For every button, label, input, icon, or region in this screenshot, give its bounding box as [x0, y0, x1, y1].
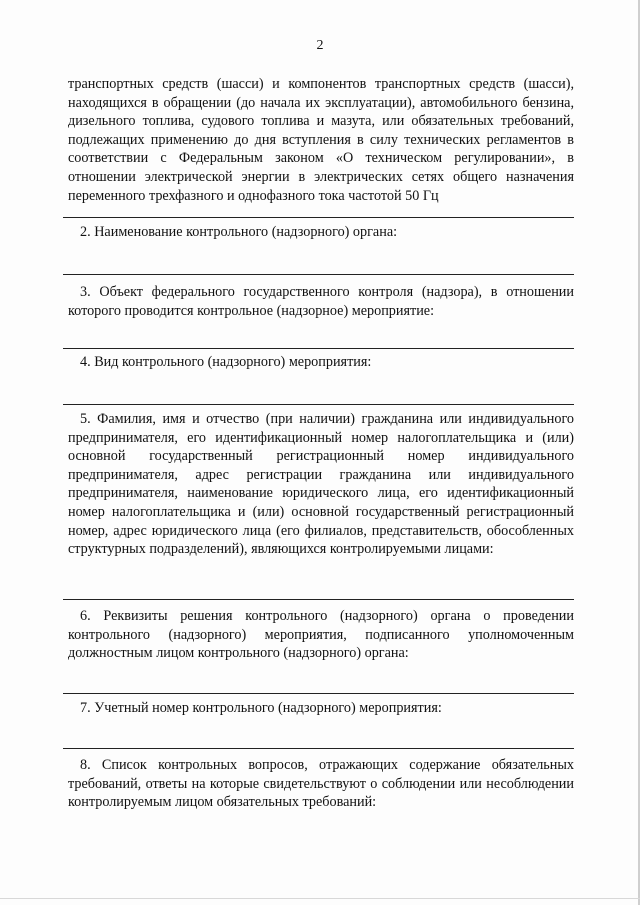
page-number: 2 [316, 38, 324, 53]
fill-line-1 [63, 217, 574, 218]
fill-line-3 [63, 348, 574, 349]
item-6-decision-details: 6. Реквизиты решения контрольного (надзорного) органа о проведении контрольного (надзорного) мероприятия, подписанного уполномоченным должностным лицом контрольного (надзорного) органа: [68, 608, 574, 662]
fill-line-2 [63, 274, 574, 275]
fill-line-5 [63, 599, 574, 600]
fill-line-6 [63, 693, 574, 694]
item-3-control-object: 3. Объект федерального государственного контроля (надзора), в отношении которого проводится контрольное (надзорное) мероприятие: [68, 284, 574, 319]
fill-line-4 [63, 404, 574, 405]
intro-paragraph: транспортных средств (шасси) и компонентов транспортных средств (шасси), находящихся в обращении (до начала их эксплуатации), автомобильного бензина, дизельного топлива, судового топлива и мазута, или обязательных требований, подлежащих применению до дня вступления в силу технических регламентов в соответствии с Федеральным законом «О техническом регулировании», в отношении электрической энергии в электрических сетях общего назначения переменного трехфазного и однофазного тока частотой 50 Гц [68, 76, 574, 204]
item-8-checklist-questions: 8. Список контрольных вопросов, отражающих содержание обязательных требований, ответы на которые свидетельствуют о соблюдении или несоблюдении контролируемым лицом обязательных требований: [68, 757, 574, 811]
scan-bottom-edge [0, 898, 640, 899]
item-4-event-type: 4. Вид контрольного (надзорного) мероприятия: [80, 354, 372, 370]
fill-line-7 [63, 748, 574, 749]
item-5-controlled-person: 5. Фамилия, имя и отчество (при наличии) гражданина или индивидуального предпринимателя, его идентификационный номер налогоплательщика и (или) основной государственный регистрационный номер индивидуального предпринимателя, адрес регистрации гражданина или индивидуального предпринимателя, наименование юридического лица, его идентификационный номер налогоплательщика и (или) основной государственный регистрационный номер, адрес юридического лица (его филиалов, представительств, обособленных структурных подразделений), являющихся контролируемыми лицами: [68, 411, 574, 558]
item-2-organ-name: 2. Наименование контрольного (надзорного) органа: [80, 224, 398, 240]
item-7-accounting-number: 7. Учетный номер контрольного (надзорного) мероприятия: [80, 700, 442, 716]
